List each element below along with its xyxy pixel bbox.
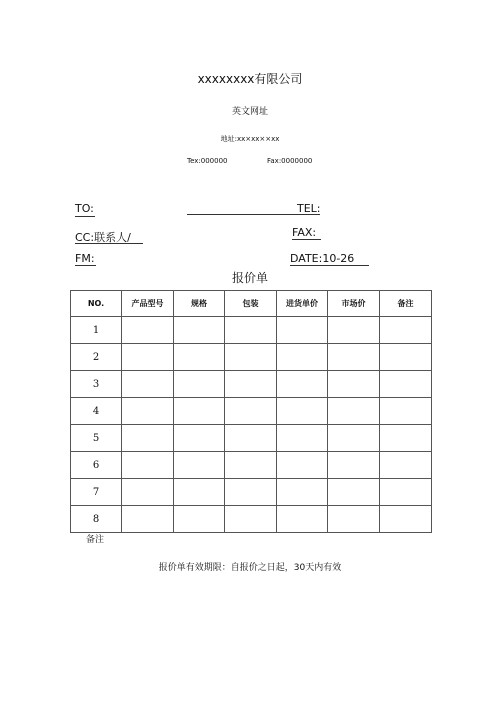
- address: 地址:xx×xx××xx: [220, 135, 280, 143]
- table-cell[interactable]: [277, 452, 328, 479]
- table-cell[interactable]: [328, 479, 380, 506]
- table-cell[interactable]: [380, 479, 432, 506]
- company-name: xxxxxxxx有限公司: [197, 72, 303, 86]
- table-cell[interactable]: [174, 371, 225, 398]
- cc-label: CC:联系人/: [75, 231, 131, 244]
- table-cell[interactable]: [277, 371, 328, 398]
- to-underline: [75, 216, 95, 217]
- column-header: 备注: [380, 291, 432, 317]
- table-cell[interactable]: [225, 344, 277, 371]
- fax-label: FAX:: [292, 226, 317, 239]
- table-cell[interactable]: [122, 344, 174, 371]
- table-row: [71, 425, 432, 452]
- table-cell[interactable]: [174, 506, 225, 533]
- table-row: [71, 398, 432, 425]
- table-cell[interactable]: [328, 506, 380, 533]
- column-header: NO.: [71, 291, 122, 317]
- table-cell[interactable]: [277, 317, 328, 344]
- fm-label: FM:: [75, 252, 95, 265]
- table-cell[interactable]: [225, 398, 277, 425]
- table-cell[interactable]: [277, 398, 328, 425]
- table-cell[interactable]: [225, 452, 277, 479]
- date-underline: [290, 265, 369, 266]
- table-cell[interactable]: [225, 371, 277, 398]
- table-cell[interactable]: [174, 398, 225, 425]
- row-number: 6: [71, 452, 122, 479]
- table-cell[interactable]: [277, 344, 328, 371]
- validity-note: 报价单有效期限：自报价之日起，30天内有效: [158, 563, 342, 573]
- row-number: 1: [71, 317, 122, 344]
- table-cell[interactable]: [380, 371, 432, 398]
- row-number: 8: [71, 506, 122, 533]
- header-fax: Fax:0000000: [267, 157, 313, 165]
- fax-underline: [292, 239, 321, 240]
- table-row: [71, 344, 432, 371]
- table-cell[interactable]: [174, 425, 225, 452]
- table-cell[interactable]: [380, 506, 432, 533]
- quote-title: 报价单: [231, 271, 268, 285]
- table-row: [71, 317, 432, 344]
- table-cell[interactable]: [380, 452, 432, 479]
- table-cell[interactable]: [174, 317, 225, 344]
- table-cell[interactable]: [174, 479, 225, 506]
- table-cell[interactable]: [380, 425, 432, 452]
- column-header: 规格: [174, 291, 225, 317]
- column-header: 包装: [225, 291, 277, 317]
- row-number: 2: [71, 344, 122, 371]
- website: 英文网址: [231, 107, 268, 117]
- table-cell[interactable]: [328, 398, 380, 425]
- table-cell[interactable]: [174, 452, 225, 479]
- row-number: 5: [71, 425, 122, 452]
- table-cell[interactable]: [380, 398, 432, 425]
- table-cell[interactable]: [122, 371, 174, 398]
- table-cell[interactable]: [277, 425, 328, 452]
- to-label: TO:: [75, 202, 94, 215]
- date-label: DATE:10-26: [290, 252, 355, 265]
- table-cell[interactable]: [328, 452, 380, 479]
- table-row: [71, 479, 432, 506]
- table-cell[interactable]: [225, 425, 277, 452]
- table-cell[interactable]: [328, 317, 380, 344]
- table-cell[interactable]: [380, 344, 432, 371]
- table-row: [71, 452, 432, 479]
- remark-label: 备注: [86, 535, 105, 545]
- table-cell[interactable]: [328, 371, 380, 398]
- header-tel: Tex:000000: [187, 157, 228, 165]
- table-cell[interactable]: [122, 506, 174, 533]
- table-row: [71, 371, 432, 398]
- table-cell[interactable]: [328, 344, 380, 371]
- table-cell[interactable]: [225, 317, 277, 344]
- table-cell[interactable]: [122, 317, 174, 344]
- cc-underline: [75, 243, 143, 244]
- table-cell[interactable]: [277, 479, 328, 506]
- table-cell[interactable]: [122, 398, 174, 425]
- table-cell[interactable]: [122, 452, 174, 479]
- table-row: [71, 506, 432, 533]
- fm-underline: [75, 265, 96, 266]
- table-cell[interactable]: [122, 479, 174, 506]
- table-cell[interactable]: [174, 344, 225, 371]
- row-number: 7: [71, 479, 122, 506]
- column-header: 进货单价: [277, 291, 328, 317]
- row-number: 4: [71, 398, 122, 425]
- column-header: 市场价: [328, 291, 380, 317]
- table-cell[interactable]: [328, 425, 380, 452]
- table-cell[interactable]: [225, 506, 277, 533]
- column-header: 产品型号: [122, 291, 174, 317]
- quote-table: [70, 290, 432, 533]
- table-cell[interactable]: [122, 425, 174, 452]
- table-cell[interactable]: [277, 506, 328, 533]
- row-number: 3: [71, 371, 122, 398]
- table-header-row: [71, 291, 432, 317]
- table-cell[interactable]: [380, 317, 432, 344]
- table-cell[interactable]: [225, 479, 277, 506]
- tel-label: TEL:: [297, 202, 321, 215]
